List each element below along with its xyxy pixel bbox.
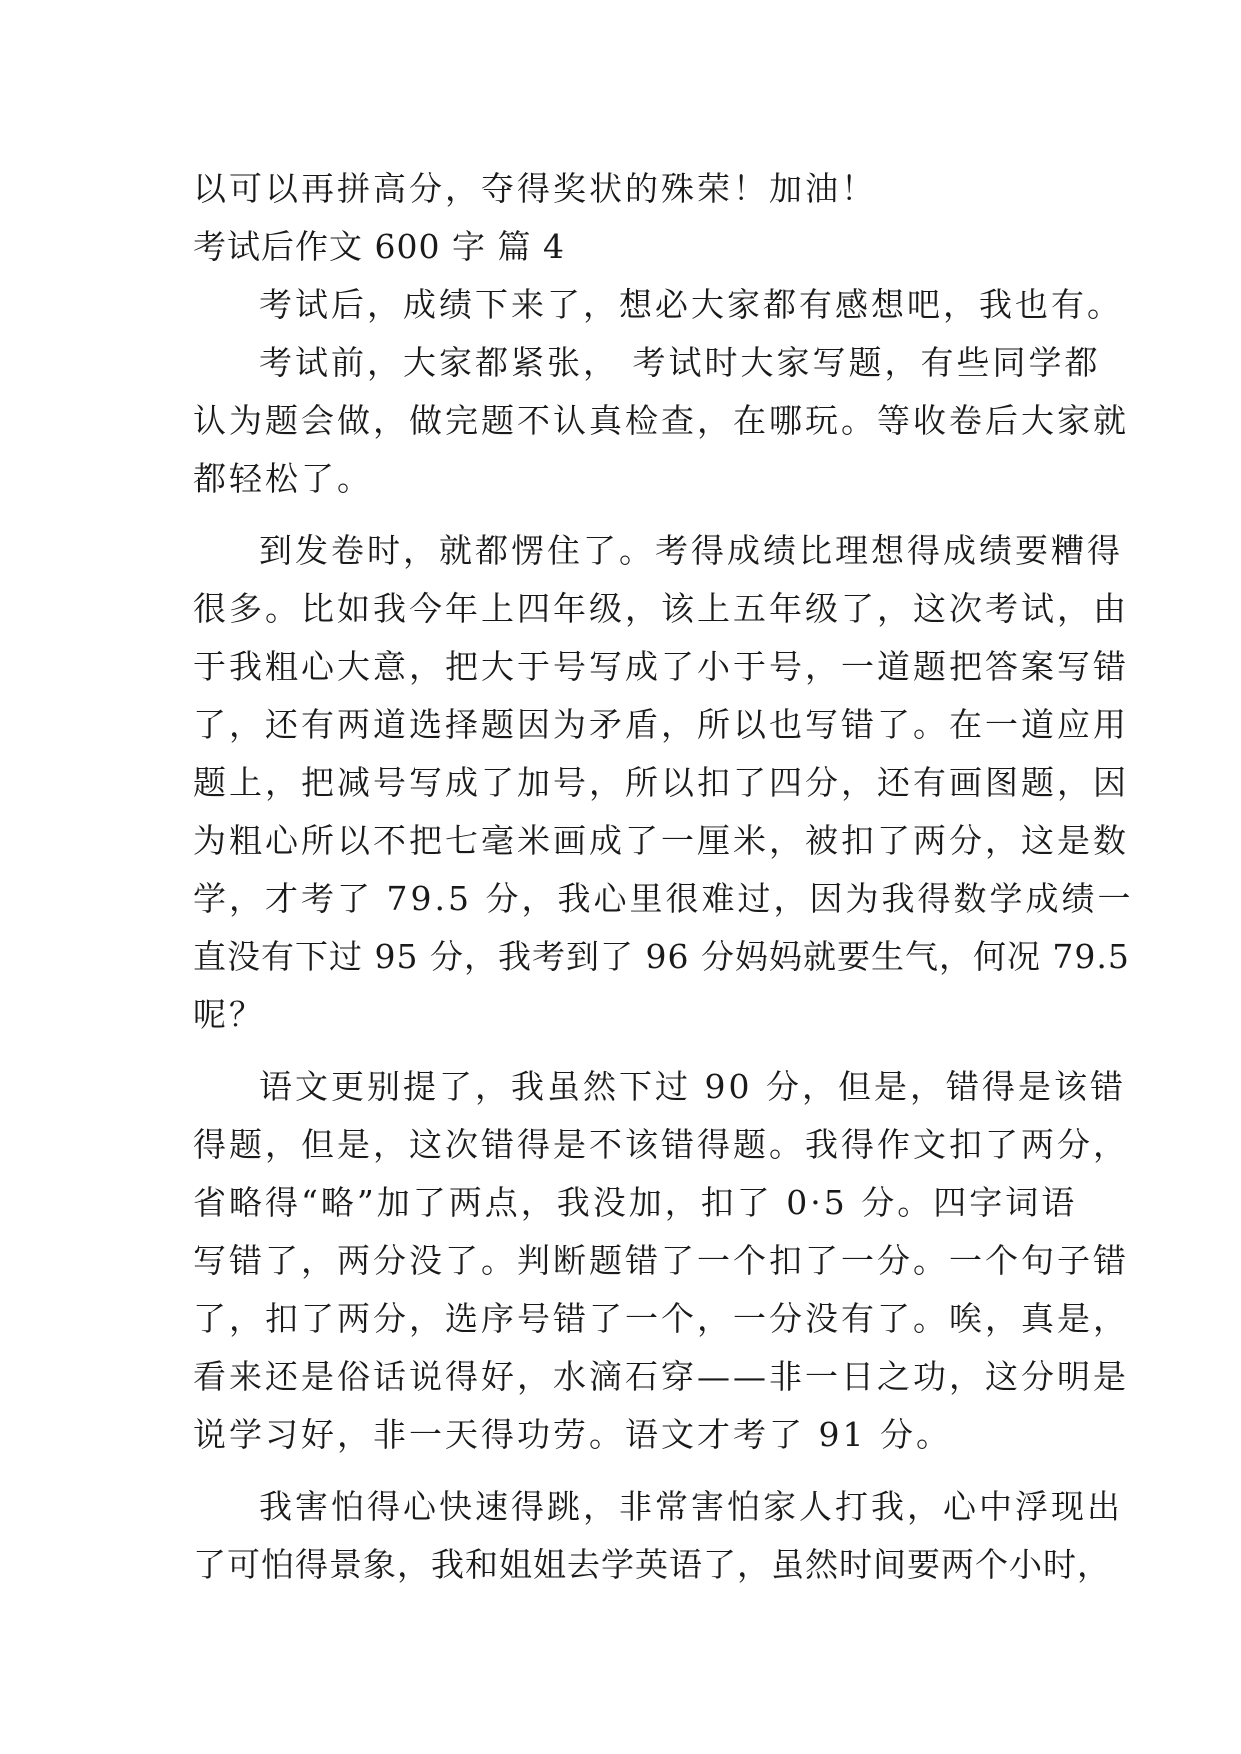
paragraph-line: 得题，但是，这次错得是不该错得题。我得作文扣了两分，: [193, 1125, 1129, 1164]
paragraph-line: 写错了，两分没了。判断题错了一个扣了一分。一个句子错: [193, 1241, 1129, 1280]
paragraph-line: 学，才考了 79.5 分，我心里很难过，因为我得数学成绩一: [193, 879, 1134, 918]
paragraph-line: 直没有下过 95 分，我考到了 96 分妈妈就要生气，何况 79.5: [193, 937, 1130, 976]
document-body: [193, 160, 1134, 1594]
paragraph-line: 了，还有两道选择题因为矛盾，所以也写错了。在一道应用: [193, 705, 1129, 744]
paragraph-line: 于我粗心大意，把大于号写成了小于号，一道题把答案写错: [193, 647, 1129, 686]
paragraph-line: 认为题会做，做完题不认真检查，在哪玩。等收卷后大家就: [193, 401, 1129, 440]
paragraph-line: 为粗心所以不把七毫米画成了一厘米，被扣了两分，这是数: [193, 821, 1129, 860]
paragraph-line: 到发卷时，就都愣住了。考得成绩比理想得成绩要糟得: [259, 531, 1123, 570]
paragraph-line: 说学习好，非一天得功劳。语文才考了 91 分。: [193, 1415, 952, 1454]
paragraph-line: 很多。比如我今年上四年级，该上五年级了，这次考试，由: [193, 589, 1129, 628]
paragraph-line: 都轻松了。: [193, 459, 373, 498]
paragraph-line: 我害怕得心快速得跳，非常害怕家人打我，心中浮现出: [259, 1487, 1123, 1526]
paragraph-line: 考试前，大家都紧张， 考试时大家写题，有些同学都: [259, 343, 1101, 382]
paragraph-line: 题上，把减号写成了加号，所以扣了四分，还有画图题，因: [193, 763, 1129, 802]
paragraph-line: 呢？: [193, 995, 265, 1034]
paragraph-line: 语文更别提了，我虽然下过 90 分，但是，错得是该错: [259, 1067, 1126, 1106]
paragraph-line: 省略得“略”加了两点，我没加，扣了 0·5 分。四字词语: [193, 1183, 1078, 1222]
paragraph-line: 了，扣了两分，选序号错了一个，一分没有了。唉，真是，: [193, 1299, 1129, 1338]
text-line: 以可以再拼高分，夺得奖状的殊荣！加油！: [193, 169, 877, 208]
paragraph-line: 了可怕得景象，我和姐姐去学英语了，虽然时间要两个小时，: [193, 1545, 1111, 1584]
paragraph-line: 考试后，成绩下来了，想必大家都有感想吧，我也有。: [259, 285, 1123, 324]
paragraph-line: 看来还是俗话说得好，水滴石穿——非一日之功，这分明是: [193, 1357, 1129, 1396]
section-heading: 考试后作文 600 字 篇 4: [193, 227, 565, 266]
